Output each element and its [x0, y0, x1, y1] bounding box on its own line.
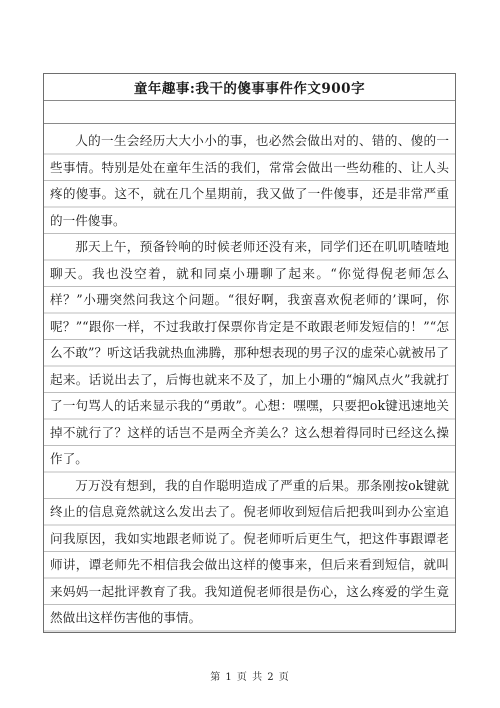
blank-row [44, 101, 455, 124]
paragraph-1: 人的一生会经历大大小小的事，也必然会做出对的、错的、傻的一些事情。特别是处在童年生活的我们，常常会做出一些幼稚的、让人头疼的傻事。这不，就在几个星期前，我又做了一件傻事，还是非常严重的一件傻事。 [50, 133, 449, 228]
document-sheet [43, 73, 456, 633]
document-title: 童年趣事:我干的傻事事件作文900字 [44, 74, 455, 101]
paragraph-3: 万万没有想到，我的自作聪明造成了严重的后果。那条刚按ok键就终止的信息竟然就这么发出去了。倪老师收到短信后把我叫到办公室追问我原因，我如实地跟老师说了。倪老师听后更生气，把这件事跟谭老师讲，谭老师先不相信我会做出这样的傻事来，但后来看到短信，就叫来妈妈一起批评教育了我。我知道倪老师很是伤心，这么疼爱的学生竟然做出这样伤害他的事情。 [50, 477, 449, 625]
page-number-footer: 第 1 页 共 2 页 [210, 672, 290, 683]
document-body [44, 124, 455, 633]
paragraph-2: 那天上午，预备铃响的时候老师还没有来，同学们还在叽叽喳喳地聊天。我也没空着，就和同桌小珊聊了起来。“你觉得倪老师怎么样？”小珊突然问我这个问题。“很好啊，我蛮喜欢倪老师的’课呵，你呢？”“跟你一样，不过我敢打保票你肯定是不敢跟老师发短信的！”“怎么不敢”？听这话我就热血沸腾，那种想表现的男子汉的虚荣心就被吊了起来。话说出去了，后悔也就来不及了，加上小珊的“煽风点火”我就打了一句骂人的话来显示我的“勇敢”。心想：嘿嘿，只要把ok键迅速地关掉不就行了？这样的话岂不是两全齐美么？这么想着得同时已经这么操作了。 [50, 239, 449, 466]
